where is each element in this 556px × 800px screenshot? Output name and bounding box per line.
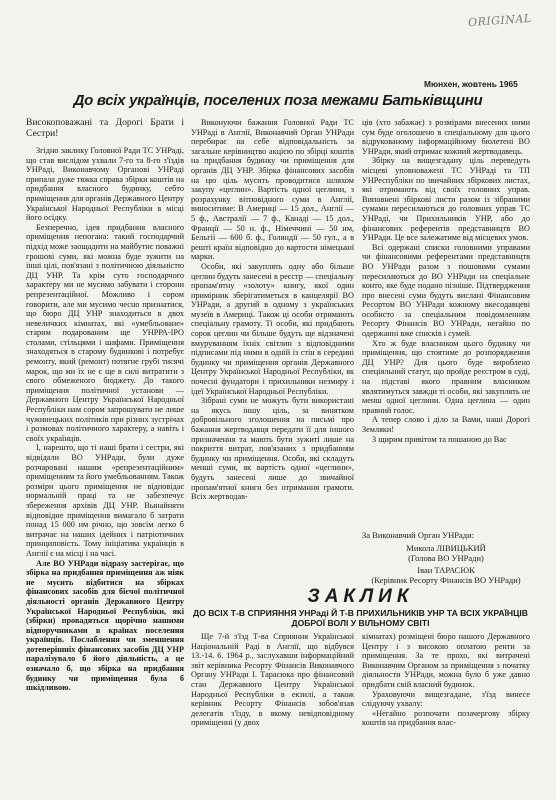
paragraph: «Негайно розпочати позачергову збірку коштів на придбання влас- xyxy=(362,708,530,728)
paragraph: Зібрані суми не можуть бути використані на якусь іншу ціль, за винятком добровільного зголошення на письмі про бажання жертводавця передати її для іншого призначення та мають бути зужиті лише на покриття витрат, пов'язаних з придбанням будинку чи приміщення. Особи, які складуть менші суми, як вартість одної «цеглини», будуть занесені лише до звичайної пропам'ятної книги без отримання грамоти. Всіх жертводав- xyxy=(191,396,354,502)
dateline: Мюнхен, жовтень 1965 xyxy=(424,79,518,89)
paragraph: Виконуючи бажання Головної Ради ТС УНРаді в Англії, Виконавчий Орган УНРади перебирає на себе відповідальність за загальне керівництво акцією по збірці коштів на придбання будинку чи приміщення для органів ДЦ УНР. Збірка фінансових засобів на цю ціль мусить проводитися шляхом закупу «цеглин». Вартість одної цеглини, з розрахунку вітповідного суми в Англії, виноситиме: В Америці — 15 дол., Англії — 5 ф., Австралії — 7 ф., Канаді — 15 дол., Франції — 50 н. ф., Німеччині — 50 нм, Бельгії — 600 б. ф., Голяндії — 50 гул., а в решті країн відповідно до вартости німецької марки. xyxy=(191,118,354,262)
signature-role-1: (Голова ВО УНРади) xyxy=(408,553,484,563)
appeal-column-1 xyxy=(191,632,354,792)
paragraph: З щирим привітом та пошаною до Вас xyxy=(372,434,507,444)
signature-org: За Виконавчий Орган УНРади: xyxy=(362,530,475,540)
page-title: До всіх українців, поселених поза межами Батьківщини xyxy=(73,92,483,109)
signature-name-2: Іван ТАРАСЮК xyxy=(417,565,475,575)
paragraph: Ще 7-й з'їзд Т-ва Сприяння Української Національній Раді в Англії, що відбувся 13.-14. 6. 1964 р., заслухавши інформаційний звіт керівника Ресорту Фінансів Виконавчого Органу УНРади І. Тарасюка про фінансовий стан Державного Центру Української Народньої Республіки в екзилі, а також керівник Ресорту Фінансів зобов'язав делегатів з'їзду, в якому невідповідному приміщенні (у двох xyxy=(191,632,354,728)
paragraph: А тепер слово і діло за Вами, наші Дорогі Земляки! xyxy=(362,415,530,434)
paragraph: кімнатах) розміщені бюро нашого Державного Центру і з високою оплатою ренти за приміщення. За те прохо, які витрачені Виконавчим Органом за приміщення з початку діяльности УНРади, можна було б уже давно придбати свій власний будинок. xyxy=(362,632,530,689)
signature-block xyxy=(362,530,530,585)
paragraph-bold: Але ВО УНРади відразу застерігає, що збірка на придбання приміщення аж ніяк не мусить відбитися на збірках фінансових засобів для бієчої політичної діяльності органів Державного Центру Української Народньої Республіки, які (збірки) провадяться щорічно нашими відпоручниками в країнах поселення українців. Послаблення чи зменшення дотеперішніх фінансових засобів ДЦ УНР паралізувало б його діяльність, а це означало б, що збірка на придбання будинку чи приміщення була б шкідливою. xyxy=(26,558,184,693)
appeal-title: ЗАКЛИК xyxy=(307,586,414,607)
signature-name-1: Микола ЛІВИЦЬКИЙ xyxy=(406,543,486,553)
column-3 xyxy=(362,118,530,558)
paragraph: Згідно заклику Головної Ради ТС УНРаді, що став вислідом ухвали 7-го та 8-го з'їздів УНРаді, Виконавчому Органові УНРаді припала дуже тяжка справа збірки коштів на придбання власного будинку, себто приміщення для органів Державного Центру Української Народньої Республіки в місці його осідку. xyxy=(26,146,184,223)
appeal-column-2 xyxy=(362,632,530,792)
paragraph: І, нарешто, що ті наші брати і сестри, які відвідали ВО УНРади, були дуже розчаровані нашим «репрезентаційним» приміщенням та його умебльованням. Також розміри цього приміщення не відповідає нормальній праці та не забезпечує збереження архівів ДЦ УНР. Вынайняти відповідне приміщення вимагало б затрати понад 15 000 нм річно, що зовсім легко б витрачає на наших ідейних і патріотичних принциповість. Тому ініціатива українців в Англії є на місці і на часі. xyxy=(26,443,184,558)
archive-stamp: ORIGINAL xyxy=(467,11,533,30)
paragraph: Збірку на вищезгадану ціль переведуть місцеві уповноважені ТС УНРаді та ТП УНРеспубліки по звичайних збіркових листах, які отримають від своїх головних управ. Виповнені збіркові листи разом із зібраними сумами пересилаються до головних управ ТС УНРаді, чи Прихильників УНР, або до фінансових референтів представництв ВО УНРади. Це все залежатиме від місцевих умов. xyxy=(362,156,530,243)
signature-role-2: (Керівник Ресорту Фінансів ВО УНРади) xyxy=(371,575,521,585)
appeal-subtitle: ДО ВСІХ Т-В СПРИЯННЯ УНРаді Й Т-В ПРИХИЛЬНИКІВ УНР ТА ВСІХ УКРАЇНЦІВ ДОБРОЇ ВОЛІ У ВІЛЬНОМУ СВІТІ xyxy=(193,608,528,628)
column-1 xyxy=(26,118,184,800)
paragraph: Хто ж буде власником цього будинку чи приміщення, що стоятиме до розпорядження ДЦ УНР? Для цього буде вироблено спеціяльний статут, що пройде реєстром в суді, на підставі якого правним власником являтимуться завжди ті особи, які закуплять не менш одної цеглини. Одна цеглина — один правний голос. xyxy=(362,338,530,415)
column-2 xyxy=(191,118,354,538)
greeting: Високоповажані та Дорогі Брати і Сестри! xyxy=(26,118,184,139)
paragraph: Всі одержані списки головними управами чи фінансовими референтами представництв ВО УНРади разом з пошовими сумами пересилаються до ВО УНРади на спеціальне конто, яке буде подано пізніше. Підтвердження про внесені суми будуть вислані Фінансовим Ресортом ВО УНРади кожному вкесодавцеві особисто за спеціальним повідомленням Ресорту Фінансів ВО УНРади, негайно по одержанні вже списків і сумей. xyxy=(362,242,530,339)
paragraph: Безперечно, ідея придбання власного приміщення непогана: такий господарчий підхід може заощадити на майбутнє поважні грошові суми, які можна буде зужити на інші цілі, пов'язані з політичною діяльністю ДЦ УНР. Та крім суто господарчого характеру ми не мусимо забувати і сторони репрезентаційної. Можливо і сором говорити, але ми мусимо чесно признатися, що бюро ДЦ УНР знаходиться в двох невеличких кімнатах, які «умебльоване» старим подарованим ще УНРРА-ІРО столами, стільцями і шафами. Приміщення знаходяться в старому будинкові і потребує ремонту, який (ремонт) потягне грубі тисячі марок, що ми їх не є ще в силі витратити з свого обмеженого бюджету. До такого приміщення політичної установи — Державного Центру Української Народньої Республіки нам сором запрошувати не лише чужинецьких політиків при різних зустрічах і розмовах політичного характеру, а навіть і своїх українців. xyxy=(26,222,184,443)
paragraph: ців (хто забажає) з розмірами внесених ними сум буде оголошено в спеціальному для цього відрукованому інформаційному бюлетені ВО УНРади, який отримає кожний жертводавець. xyxy=(362,118,530,156)
paragraph: Особи, які закуплять одну або більше цеглин будуть занесені в реєстр — спеціальну пропам'ятну «золоту» книгу, якої один примірник зберігатиметься в канцелярії ВО УНРади, а другий в одному з українських музеїв в Америці. Також ці особи отримають спеціальну грамоту. Ті особи, які придбають сорок цеглин чи більше будуть ще відзначені вмуруванням їхніх світлин з відповідними підписами під ними в одній із стін в середині будинку чи приміщення органів Державного Центру Української Народньої Республіки, як почесні фундатори і прихильники незмиру і ідеї Української Народньої Республіки. xyxy=(191,261,354,396)
paragraph: Ураховуючи вищезгадане, з'їзд винесе слідуючу ухвалу: xyxy=(362,689,530,709)
